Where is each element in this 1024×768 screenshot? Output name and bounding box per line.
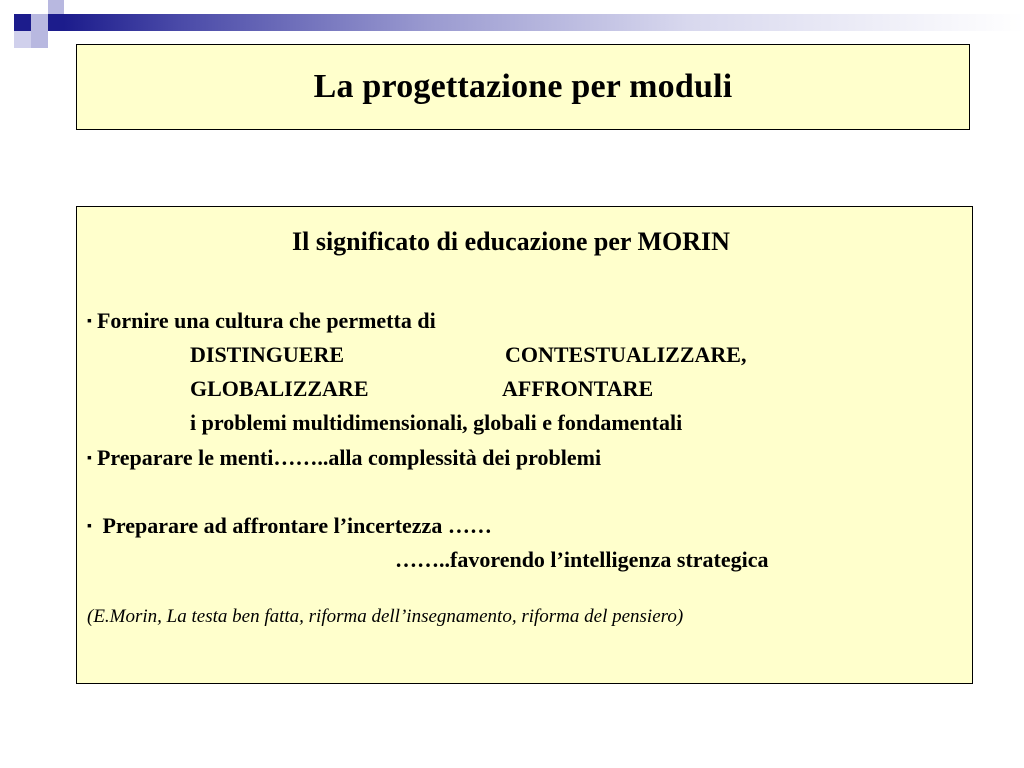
bullet-text: Preparare le menti……..alla complessità dei problemi bbox=[96, 445, 602, 470]
bullet-text: Fornire una cultura che permetta di bbox=[96, 308, 436, 333]
verb-distinguere: DISTINGUERE bbox=[190, 342, 345, 367]
corner-square-light bbox=[31, 31, 48, 48]
corner-square-dark bbox=[14, 14, 31, 31]
bullet-item bbox=[87, 308, 436, 334]
corner-square-light bbox=[48, 14, 64, 31]
bullet-item bbox=[87, 445, 601, 471]
corner-square-light bbox=[14, 31, 31, 48]
bullet-item bbox=[87, 513, 492, 539]
verb-contestualizzare: CONTESTUALIZZARE, bbox=[505, 342, 747, 367]
verb-globalizzare: GLOBALIZZARE bbox=[190, 376, 369, 401]
corner-square-dark bbox=[48, 0, 64, 14]
citation: (E.Morin, La testa ben fatta, riforma dell’insegnamento, riforma del pensiero) bbox=[87, 606, 684, 627]
corner-square-light bbox=[31, 14, 48, 31]
content-subtitle: Il significato di educazione per MORIN bbox=[292, 227, 730, 256]
header-gradient-bar bbox=[64, 14, 1024, 31]
slide-title: La progettazione per moduli bbox=[313, 68, 733, 105]
bullet-text: Preparare ad affrontare l’incertezza …… bbox=[102, 513, 492, 538]
bullet-icon: ▪ bbox=[87, 314, 92, 329]
title-box bbox=[76, 44, 970, 130]
bullet-object-text: i problemi multidimensionali, globali e fondamentali bbox=[190, 410, 683, 435]
bullet-icon: ▪ bbox=[87, 519, 92, 534]
bullet-continuation: ……..favorendo l’intelligenza strategica bbox=[395, 547, 769, 572]
content-box bbox=[76, 206, 973, 684]
verb-affrontare: AFFRONTARE bbox=[502, 376, 654, 401]
bullet-icon: ▪ bbox=[87, 451, 92, 466]
